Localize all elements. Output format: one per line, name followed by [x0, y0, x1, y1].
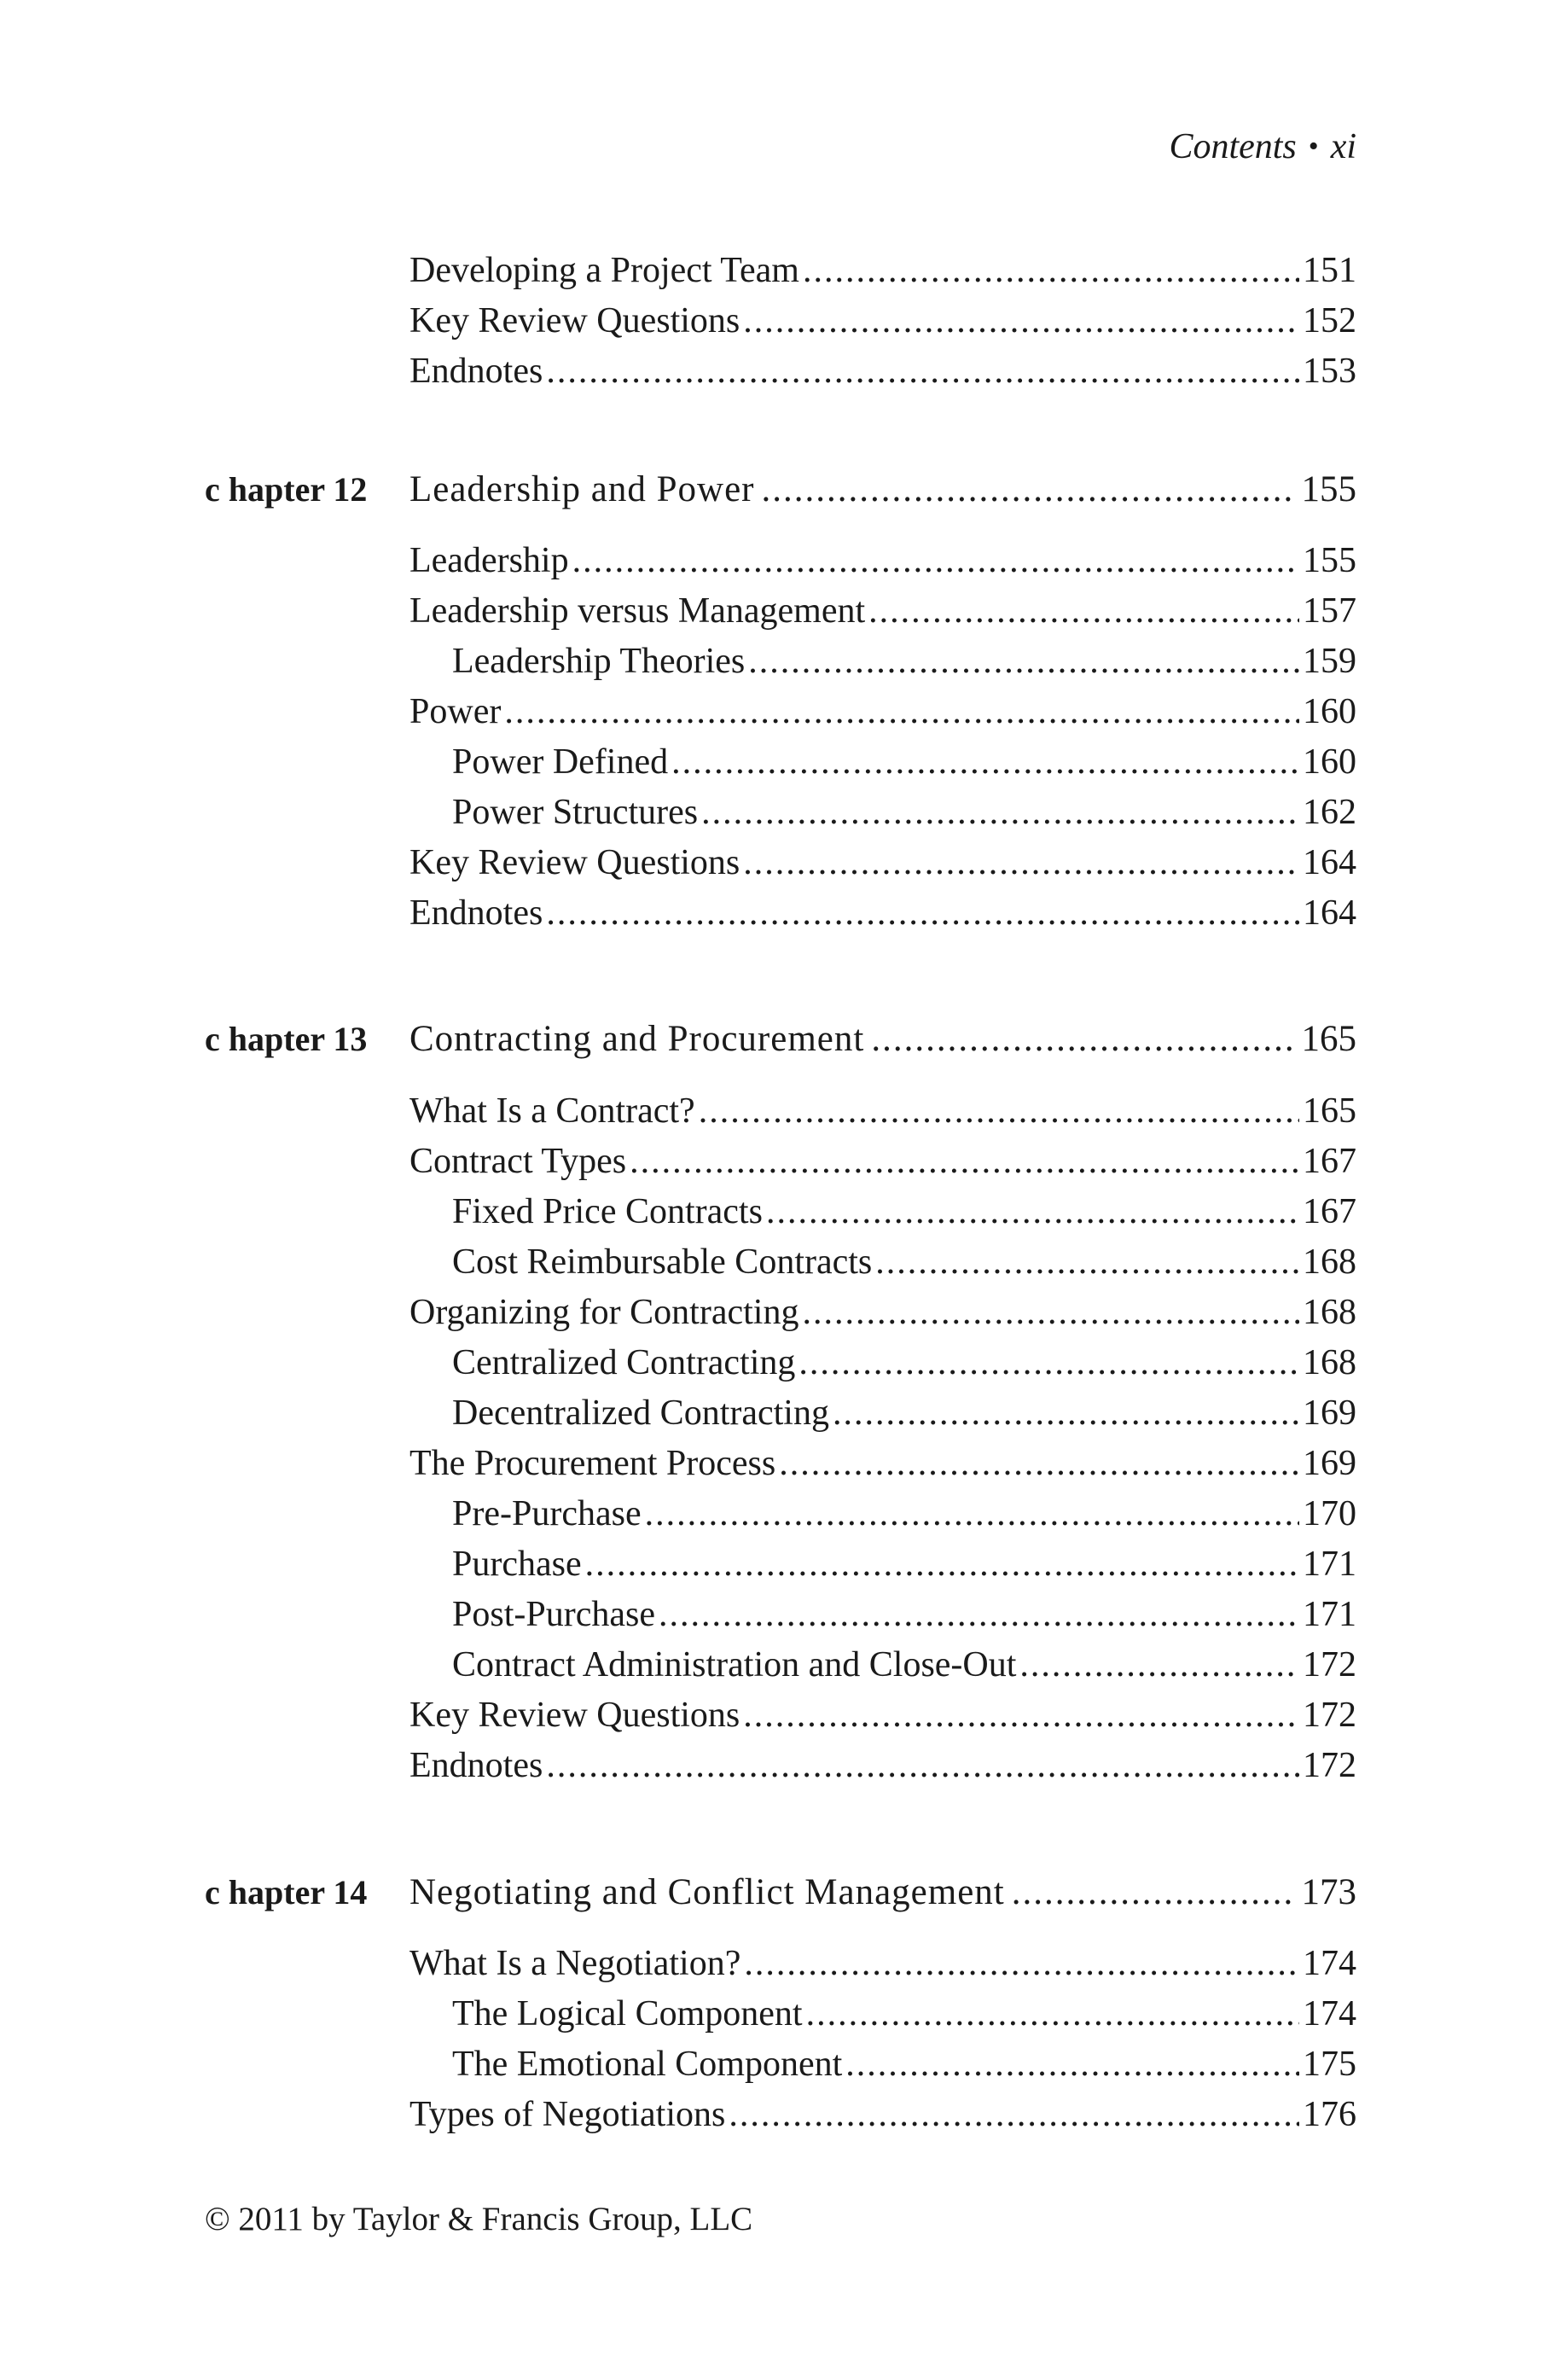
toc-entry[interactable]	[409, 296, 1356, 346]
toc-entry[interactable]	[409, 586, 1356, 636]
toc-entry-title: Leadership Theories	[452, 642, 746, 681]
toc-entry[interactable]	[409, 1439, 1356, 1488]
dot-leader	[743, 838, 1299, 887]
toc-entry-page: 174	[1303, 1994, 1356, 2033]
dot-leader	[875, 1237, 1299, 1287]
toc-entry-title: The Procurement Process	[409, 1444, 776, 1483]
toc-subentry[interactable]	[452, 1989, 1356, 2039]
toc-entry-title: Centralized Contracting	[452, 1343, 796, 1382]
running-head-page-number: xi	[1330, 127, 1356, 166]
toc-entry[interactable]	[409, 838, 1356, 887]
toc-entry-page: 168	[1303, 1242, 1356, 1282]
chapter-label: c hapter 13	[205, 1020, 368, 1058]
toc-entry[interactable]	[409, 2090, 1356, 2139]
dot-leader	[845, 2039, 1299, 2089]
toc-subentry[interactable]	[452, 737, 1356, 787]
toc-entry-title: Leadership versus Management	[409, 591, 866, 631]
dot-leader	[701, 788, 1299, 837]
toc-subentry[interactable]	[452, 788, 1356, 837]
toc-entry-page: 168	[1303, 1343, 1356, 1382]
toc-entry-page: 170	[1303, 1494, 1356, 1533]
toc-subentry[interactable]	[452, 1640, 1356, 1690]
toc-entry-page: 169	[1303, 1444, 1356, 1483]
dot-leader	[868, 586, 1299, 636]
toc-entry-page: 165	[1303, 1091, 1356, 1131]
toc-entry[interactable]	[409, 1086, 1356, 1136]
toc-entry-title: Key Review Questions	[409, 1696, 740, 1735]
toc-entry[interactable]	[409, 536, 1356, 585]
bullet-separator: •	[1308, 131, 1319, 162]
toc-entry-title: Endnotes	[409, 893, 543, 933]
toc-entry-page: 164	[1303, 843, 1356, 882]
toc-entry-title: Developing a Project Team	[409, 251, 799, 290]
toc-entry-page: 172	[1303, 1746, 1356, 1785]
toc-entry-title: Post-Purchase	[452, 1595, 655, 1634]
dot-leader	[1012, 1867, 1295, 1918]
toc-entry-title: Power Defined	[452, 742, 669, 782]
toc-entry[interactable]	[409, 687, 1356, 736]
dot-leader	[802, 1288, 1299, 1337]
toc-entry-title: Cost Reimbursable Contracts	[452, 1242, 873, 1282]
dot-leader	[546, 1741, 1299, 1790]
toc-subentry[interactable]	[452, 1539, 1356, 1589]
chapter-page: 173	[1301, 1872, 1356, 1912]
toc-entry-page: 152	[1303, 301, 1356, 340]
toc-entry-page: 151	[1303, 251, 1356, 290]
chapter-label: c hapter 14	[205, 1873, 368, 1911]
dot-leader	[871, 1014, 1294, 1065]
toc-entry-page: 164	[1303, 893, 1356, 933]
toc-entry[interactable]	[409, 888, 1356, 938]
toc-entry[interactable]	[409, 1741, 1356, 1790]
toc-entry-page: 167	[1303, 1142, 1356, 1181]
toc-entry-title: What Is a Contract?	[409, 1091, 695, 1131]
dot-leader	[766, 1187, 1299, 1236]
dot-leader	[546, 346, 1299, 396]
toc-entry-title: Contract Administration and Close-Out	[452, 1645, 1017, 1684]
toc-entry-page: 155	[1303, 541, 1356, 580]
dot-leader	[799, 1338, 1299, 1388]
toc-entry-page: 175	[1303, 2045, 1356, 2084]
dot-leader	[803, 246, 1299, 295]
chapter-heading-13[interactable]	[205, 1014, 1356, 1065]
dot-leader	[744, 1939, 1299, 1988]
chapter-page: 155	[1301, 469, 1356, 509]
chapter-heading-12[interactable]	[205, 464, 1356, 515]
toc-entry-title: Power Structures	[452, 793, 699, 832]
dot-leader	[748, 637, 1299, 686]
chapter-title: Negotiating and Conflict Management	[409, 1872, 1005, 1912]
running-head-section: Contents	[1169, 127, 1297, 166]
toc-entry-title: Pre-Purchase	[452, 1494, 642, 1533]
dot-leader	[659, 1590, 1299, 1639]
toc-subentry[interactable]	[452, 1338, 1356, 1388]
toc-subentry[interactable]	[452, 1388, 1356, 1438]
toc-subentry[interactable]	[452, 637, 1356, 686]
toc-entry-page: 174	[1303, 1944, 1356, 1983]
toc-entry-page: 168	[1303, 1293, 1356, 1332]
toc-entry[interactable]	[409, 346, 1356, 396]
toc-entry-title: Contract Types	[409, 1142, 627, 1181]
dot-leader	[630, 1137, 1299, 1186]
toc-entry-title: Power	[409, 692, 502, 731]
toc-entry-page: 160	[1303, 742, 1356, 782]
running-head	[1169, 126, 1356, 167]
dot-leader	[1019, 1640, 1299, 1690]
toc-entry-title: Purchase	[452, 1545, 582, 1584]
dot-leader	[761, 464, 1294, 515]
dot-leader	[779, 1439, 1299, 1488]
toc-entry-title: Fixed Price Contracts	[452, 1192, 763, 1231]
toc-entry-page: 159	[1303, 642, 1356, 681]
toc-entry[interactable]	[409, 1939, 1356, 1988]
chapter-label: c hapter 12	[205, 470, 368, 509]
dot-leader	[743, 296, 1299, 346]
chapter-title: Leadership and Power	[409, 469, 755, 509]
toc-entry-page: 176	[1303, 2095, 1356, 2134]
toc-subentry[interactable]	[452, 1590, 1356, 1639]
toc-entry-title: Key Review Questions	[409, 843, 740, 882]
chapter-page: 165	[1301, 1019, 1356, 1059]
toc-entry-page: 153	[1303, 352, 1356, 391]
toc-entry-title: Endnotes	[409, 352, 543, 391]
toc-entry-page: 171	[1303, 1545, 1356, 1584]
toc-entry-title: Types of Negotiations	[409, 2095, 726, 2134]
toc-entry-page: 172	[1303, 1645, 1356, 1684]
chapter-title: Contracting and Procurement	[409, 1019, 865, 1059]
toc-entry-title: Leadership	[409, 541, 569, 580]
dot-leader	[806, 1989, 1299, 2039]
toc-entry-page: 162	[1303, 793, 1356, 832]
dot-leader	[546, 888, 1299, 938]
dot-leader	[671, 737, 1299, 787]
toc-entry[interactable]	[409, 246, 1356, 295]
toc-entry-title: What Is a Negotiation?	[409, 1944, 741, 1983]
toc-entry-title: The Emotional Component	[452, 2045, 843, 2084]
dot-leader	[645, 1489, 1299, 1539]
chapter-heading-14[interactable]	[205, 1867, 1356, 1918]
toc-entry-page: 169	[1303, 1393, 1356, 1433]
toc-entry-title: Organizing for Contracting	[409, 1293, 799, 1332]
toc-entry-page: 167	[1303, 1192, 1356, 1231]
toc-subentry[interactable]	[452, 1187, 1356, 1236]
toc-entry-title: Key Review Questions	[409, 301, 740, 340]
toc-entry-page: 171	[1303, 1595, 1356, 1634]
dot-leader	[729, 2090, 1299, 2139]
dot-leader	[743, 1690, 1299, 1740]
toc-entry[interactable]	[409, 1288, 1356, 1337]
toc-entry[interactable]	[409, 1137, 1356, 1186]
toc-subentry[interactable]	[452, 1489, 1356, 1539]
toc-entry-title: Endnotes	[409, 1746, 543, 1785]
dot-leader	[504, 687, 1299, 736]
toc-subentry[interactable]	[452, 1237, 1356, 1287]
toc-entry[interactable]	[409, 1690, 1356, 1740]
dot-leader	[585, 1539, 1299, 1589]
dot-leader	[572, 536, 1299, 585]
toc-entry-page: 172	[1303, 1696, 1356, 1735]
dot-leader	[833, 1388, 1299, 1438]
toc-entry-page: 160	[1303, 692, 1356, 731]
copyright-notice: © 2011 by Taylor & Francis Group, LLC	[205, 2201, 753, 2237]
toc-subentry[interactable]	[452, 2039, 1356, 2089]
toc-entry-title: The Logical Component	[452, 1994, 803, 2033]
dot-leader	[699, 1086, 1299, 1136]
toc-entry-title: Decentralized Contracting	[452, 1393, 829, 1433]
toc-entry-page: 157	[1303, 591, 1356, 631]
